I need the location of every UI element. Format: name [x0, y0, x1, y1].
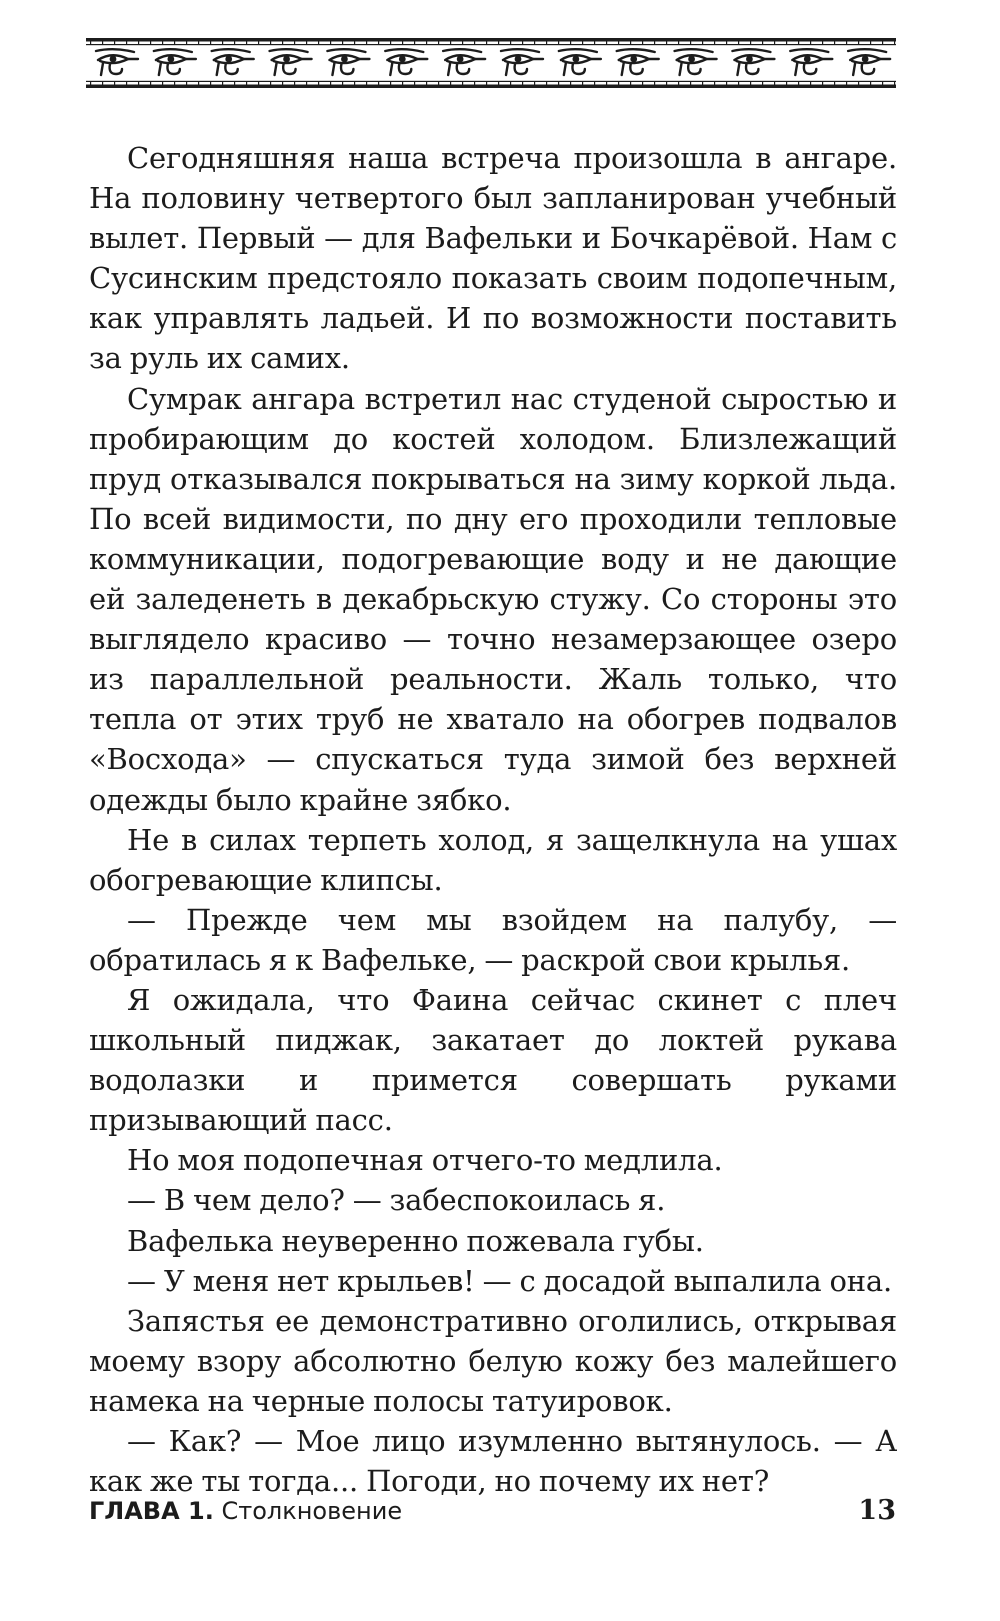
eye-of-horus-icon — [790, 49, 832, 75]
ornament-tick — [582, 82, 583, 85]
eye-of-horus-icon — [154, 49, 196, 75]
paragraph: — Как? — Мое лицо изумленно вытянулось. — А как же ты тогда... Погоди, но почему их нет? — [89, 1424, 897, 1499]
ornament-tick — [654, 82, 655, 85]
ornament-tick — [114, 82, 115, 85]
eye-of-horus-icon — [848, 49, 890, 75]
eye-of-horus-border-icon — [86, 36, 896, 90]
ornament-tick — [522, 42, 523, 45]
ornament-tick — [270, 42, 271, 45]
paragraph: Запястья ее демонстративно оголились, открывая моему взору абсолютно белую кожу без малейшего намека на черные полосы татуировок. — [89, 1303, 897, 1418]
ornament-tick — [570, 82, 571, 85]
ornament-tick — [174, 42, 175, 45]
eye-of-horus-icon — [675, 49, 717, 75]
ornament-tick — [450, 42, 451, 45]
ornament-tick — [798, 82, 799, 85]
ornament-tick — [774, 82, 775, 85]
ornament-tick — [546, 42, 547, 45]
ornament-tick — [630, 42, 631, 45]
ornament-tick — [294, 82, 295, 85]
ornament-tick — [546, 82, 547, 85]
ornament-tick — [462, 42, 463, 45]
ornament-tick — [654, 42, 655, 45]
ornament-tick — [750, 42, 751, 45]
ornament-tick — [822, 42, 823, 45]
ornament-tick — [426, 82, 427, 85]
ornament-tick — [630, 82, 631, 85]
ornament-tick — [894, 82, 895, 85]
ornament-tick — [366, 82, 367, 85]
ornament-tick — [834, 42, 835, 45]
ornament-tick — [594, 42, 595, 45]
ornament-tick — [690, 42, 691, 45]
ornament-tick — [726, 42, 727, 45]
ornament-tick — [306, 42, 307, 45]
ornament-tick — [186, 82, 187, 85]
ornament-tick — [582, 42, 583, 45]
ornament-tick — [390, 42, 391, 45]
page-number: 13 — [858, 1495, 896, 1526]
eye-of-horus-icon — [559, 49, 601, 75]
ornament-tick — [210, 42, 211, 45]
ornament-tick — [846, 82, 847, 85]
ornament-tick — [714, 82, 715, 85]
ornament-tick — [822, 82, 823, 85]
ornament-tick — [870, 42, 871, 45]
ornament-tick — [738, 82, 739, 85]
ornament-tick — [102, 82, 103, 85]
ornament-tick — [90, 42, 91, 45]
ornament-tick — [786, 82, 787, 85]
ornament-tick — [270, 82, 271, 85]
ornament-tick — [462, 82, 463, 85]
paragraph: Не в силах терпеть холод, я защелкнула на ушах обогревающие клипсы. — [89, 822, 897, 897]
ornament-tick — [474, 82, 475, 85]
ornament-tick — [198, 82, 199, 85]
ornament-tick — [378, 42, 379, 45]
ornament-tick — [774, 42, 775, 45]
ornament-tick — [234, 42, 235, 45]
chapter-label: ГЛАВА 1. — [89, 1497, 214, 1525]
ornament-tick — [882, 82, 883, 85]
paragraph: Сегодняшняя наша встреча произошла в ангаре. На половину четвертого был запланирован учебный вылет. Первый — для Вафельки и Бочкарёвой. Нам с Сусинским предстояло показать своим подопечным, как управлять ладьей. И по возможности поставить за руль их самих. — [89, 141, 897, 376]
ornament-tick — [414, 42, 415, 45]
paragraph: Но моя подопечная отчего-то медлила. — [127, 1143, 723, 1178]
ornament-tick — [474, 42, 475, 45]
ornament-tick — [246, 42, 247, 45]
ornament-tick — [510, 42, 511, 45]
ornament-tick — [354, 42, 355, 45]
ornament-tick — [642, 82, 643, 85]
ornament-tick — [762, 82, 763, 85]
ornament-bottom-band — [86, 85, 896, 89]
ornament-tick — [618, 42, 619, 45]
running-footer — [89, 1497, 402, 1525]
ornament-tick — [246, 82, 247, 85]
paragraph: Вафелька неуверенно пожевала губы. — [127, 1223, 704, 1258]
ornament-tick — [114, 42, 115, 45]
ornament-tick — [294, 42, 295, 45]
ornament-tick — [690, 82, 691, 85]
ornament-tick — [174, 82, 175, 85]
ornament-tick — [318, 42, 319, 45]
ornament-tick — [870, 82, 871, 85]
ornament-tick — [678, 82, 679, 85]
ornament-tick — [846, 42, 847, 45]
ornament-tick — [342, 82, 343, 85]
chapter-title: Столкновение — [221, 1497, 403, 1525]
ornament-bottom-rule — [86, 81, 896, 82]
ornament-tick — [486, 42, 487, 45]
eye-of-horus-icon — [617, 49, 659, 75]
ornament-tick — [678, 42, 679, 45]
eye-of-horus-icon — [212, 49, 254, 75]
ornament-tick — [750, 82, 751, 85]
page-footer — [89, 1495, 896, 1535]
eye-of-horus-icon — [385, 49, 427, 75]
ornament-tick — [102, 42, 103, 45]
ornament-tick — [810, 42, 811, 45]
ornament-tick — [402, 82, 403, 85]
ornament-tick — [330, 82, 331, 85]
body-text — [89, 138, 897, 1501]
ornament-tick — [486, 82, 487, 85]
ornament-tick — [570, 42, 571, 45]
ornament-tick — [378, 82, 379, 85]
ornament-tick — [162, 82, 163, 85]
ornament-tick — [306, 82, 307, 85]
ornament-tick — [786, 42, 787, 45]
ornament-tick — [90, 82, 91, 85]
ornament-tick — [222, 82, 223, 85]
eye-of-horus-icon — [327, 49, 369, 75]
ornament-tick — [810, 82, 811, 85]
eye-of-horus-icon — [270, 49, 312, 75]
ornament-tick — [258, 82, 259, 85]
ornament-tick — [186, 42, 187, 45]
ornament-tick — [354, 82, 355, 85]
ornament-tick — [342, 42, 343, 45]
ornament-tick — [282, 42, 283, 45]
ornament-tick — [210, 82, 211, 85]
ornament-tick — [402, 42, 403, 45]
ornament-tick — [702, 42, 703, 45]
ornament-tick — [594, 82, 595, 85]
ornament-tick — [318, 82, 319, 85]
ornament-tick — [498, 42, 499, 45]
ornament-tick — [606, 82, 607, 85]
ornament-top-rule — [86, 44, 896, 45]
eye-of-horus-icon — [732, 49, 774, 75]
ornament-tick — [666, 42, 667, 45]
ornament-tick — [726, 82, 727, 85]
ornament-tick — [450, 82, 451, 85]
ornament-tick — [558, 42, 559, 45]
ornament-tick — [666, 82, 667, 85]
ornament-tick — [534, 42, 535, 45]
ornament-tick — [882, 42, 883, 45]
ornament-top-band — [86, 38, 896, 42]
ornament-tick — [330, 42, 331, 45]
ornament-tick — [366, 42, 367, 45]
ornament-tick — [138, 82, 139, 85]
ornament-tick — [798, 42, 799, 45]
ornament-tick — [534, 82, 535, 85]
ornament-tick — [618, 82, 619, 85]
ornament-tick — [738, 42, 739, 45]
eye-of-horus-icon — [96, 49, 138, 75]
ornament-tick — [498, 82, 499, 85]
ornament-tick — [198, 42, 199, 45]
ornament-tick — [438, 82, 439, 85]
paragraph: — У меня нет крыльев! — с досадой выпалила она. — [127, 1263, 893, 1298]
ornament-tick — [558, 82, 559, 85]
ornament-tick — [858, 82, 859, 85]
ornament-tick — [834, 82, 835, 85]
ornament-tick — [858, 42, 859, 45]
ornament-tick — [234, 82, 235, 85]
ornament-tick — [282, 82, 283, 85]
ornament-tick — [426, 42, 427, 45]
ornament-tick — [390, 82, 391, 85]
paragraph: — В чем дело? — забеспокоилась я. — [127, 1183, 666, 1218]
paragraph: — Прежде чем мы взойдем на палубу, — обратилась я к Вафельке, — раскрой свои крылья. — [89, 902, 897, 977]
header-ornament — [86, 36, 896, 90]
ornament-tick — [606, 42, 607, 45]
ornament-tick — [510, 82, 511, 85]
ornament-tick — [150, 82, 151, 85]
ornament-tick — [414, 82, 415, 85]
ornament-tick — [702, 82, 703, 85]
ornament-tick — [162, 42, 163, 45]
paragraph: Сумрак ангара встретил нас студеной сыростью и пробирающим до костей холодом. Близлежащий пруд отказывался покрываться на зиму коркой льда. По всей видимости, по дну его проходили тепловые коммуникации, подогревающие воду и не дающие ей заледенеть в декабрьскую стужу. Со стороны это выглядело красиво — точно незамерзающее озеро из параллельной реальности. Жаль только, что тепла от этих труб не хватало на обогрев подвалов «Восхода» — спускаться туда зимой без верхней одежды было крайне зябко. — [89, 381, 897, 817]
ornament-tick — [138, 42, 139, 45]
paragraph: Я ожидала, что Фаина сейчас скинет с плеч школьный пиджак, закатает до локтей рукава водолазки и примется совершать руками призывающий пасс. — [89, 982, 897, 1138]
ornament-tick — [126, 42, 127, 45]
eye-of-horus-icon — [443, 49, 485, 75]
ornament-tick — [642, 42, 643, 45]
ornament-tick — [222, 42, 223, 45]
ornament-tick — [438, 42, 439, 45]
ornament-tick — [522, 82, 523, 85]
ornament-tick — [714, 42, 715, 45]
ornament-tick — [258, 42, 259, 45]
ornament-tick — [894, 42, 895, 45]
ornament-tick — [150, 42, 151, 45]
eye-of-horus-icon — [501, 49, 543, 75]
ornament-tick — [762, 42, 763, 45]
ornament-tick — [126, 82, 127, 85]
